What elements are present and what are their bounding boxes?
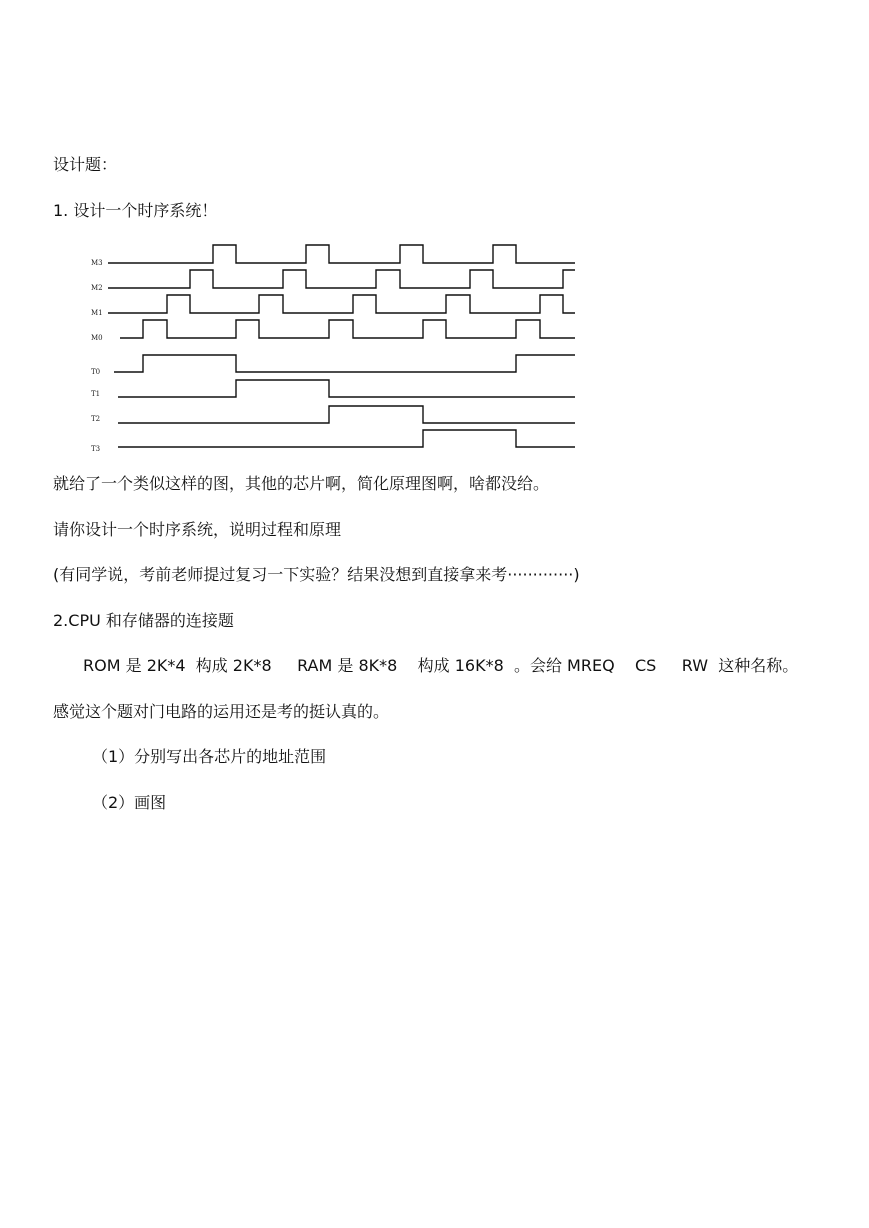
question-1-description: 就给了一个类似这样的图，其他的芯片啊，简化原理图啊，啥都没给。	[53, 474, 550, 493]
signal-label-m0: M0	[91, 334, 103, 342]
question-2-title: 2.CPU 和存储器的连接题	[53, 611, 234, 630]
signal-label-m3: M3	[91, 259, 103, 267]
waveform-m3	[108, 245, 575, 263]
question-2-item-2: （2）画图	[92, 793, 167, 812]
signal-label-t1: T1	[91, 390, 101, 398]
question-1-ask: 请你设计一个时序系统，说明过程和原理	[53, 520, 342, 539]
question-1-title: 1. 设计一个时序系统！	[53, 201, 218, 220]
waveform-t0	[114, 355, 575, 372]
timing-diagram	[80, 236, 580, 456]
signal-label-m2: M2	[91, 284, 103, 292]
waveform-t2	[118, 406, 575, 423]
question-1-note: (有同学说，考前老师提过复习一下实验？结果没想到直接拿来考·············)	[53, 565, 580, 584]
signal-label-t3: T3	[91, 445, 101, 453]
waveform-m0	[120, 320, 575, 338]
waveform-t1	[118, 380, 575, 397]
question-2-comment: 感觉这个题对门电路的运用还是考的挺认真的。	[53, 702, 390, 721]
waveform-t3	[118, 430, 575, 447]
signal-label-t2: T2	[91, 415, 101, 423]
question-2-spec: ROM 是 2K*4 构成 2K*8 RAM 是 8K*8 构成 16K*8 。会给 MREQ CS RW 这种名称。	[83, 656, 799, 675]
waveform-m1	[108, 295, 575, 313]
signal-label-t0: T0	[91, 368, 101, 376]
section-heading: 设计题：	[53, 155, 118, 174]
question-2-item-1: （1）分别写出各芯片的地址范围	[92, 747, 327, 766]
waveform-m2	[108, 270, 575, 288]
signal-label-m1: M1	[91, 309, 103, 317]
